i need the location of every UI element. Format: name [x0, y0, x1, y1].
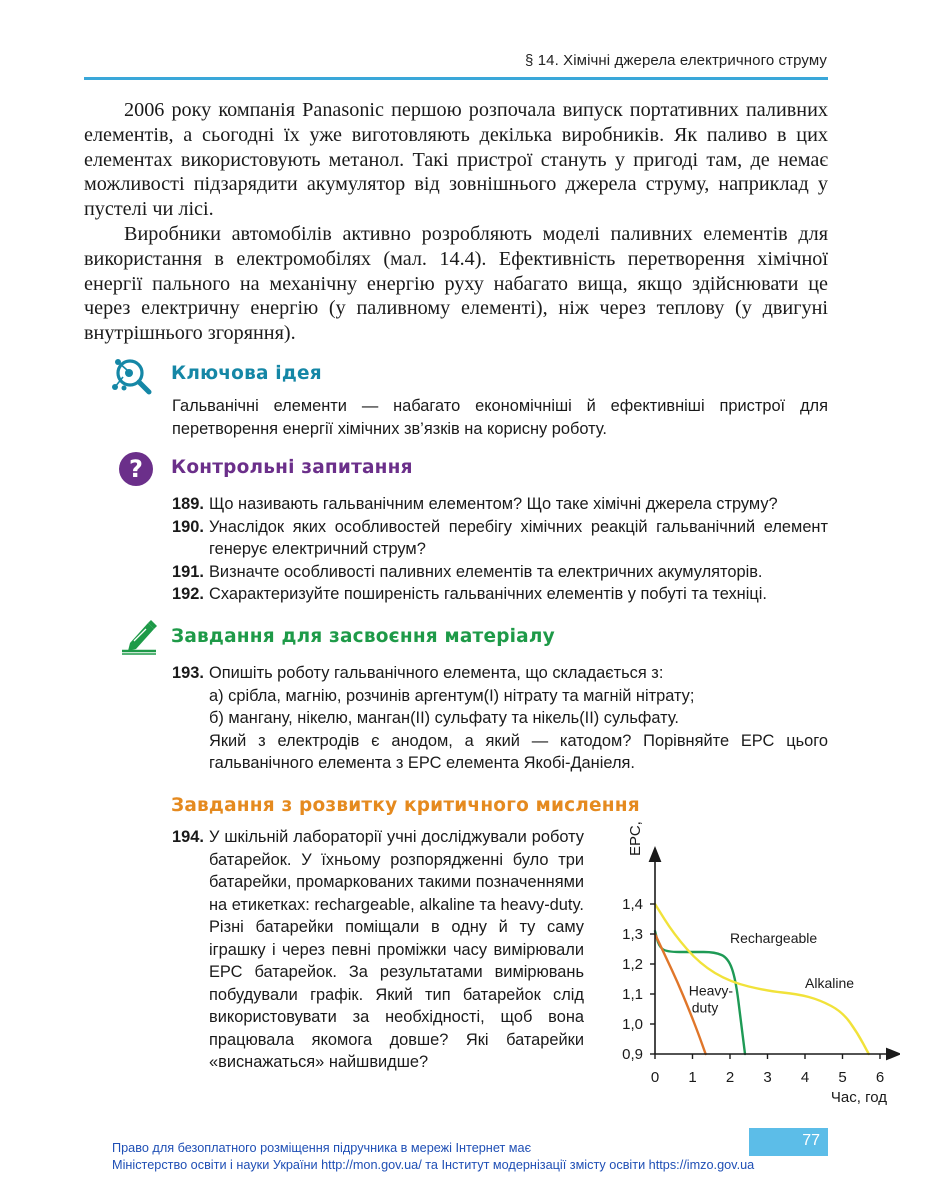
- x-tick-label: 0: [650, 1069, 660, 1086]
- graph-svg: [600, 820, 900, 1120]
- paragraph: 2006 року компанія Panasonic першою розпочала випуск портативних паливних елементів, а сьогодні їх уже виготовляють декілька виробників. Як паливо в цих елементах використовують метанол. Такі пристрої стануть у пригоді там, де немає можливості підзарядити акумулятор від зовнішнього джерела струму, наприклад у пустелі чи лісі.: [84, 99, 828, 221]
- task-option: а) срібла, магнію, розчинів аргентум(І) нітрату та магній нітрату;: [209, 686, 695, 705]
- key-idea-text: Гальванічні елементи — набагато економічніші й ефективніші пристрої для перетворення енергії хімічних зв’язків на корисну роботу.: [172, 397, 828, 438]
- question-text: Унаслідок яких особливостей перебігу хімічних реакцій гальванічний елемент генерує електричний струм?: [209, 517, 828, 558]
- key-idea-icon: [110, 356, 154, 396]
- pencil-icon: [118, 617, 158, 655]
- task-item: [172, 826, 584, 1074]
- question-item: [172, 516, 828, 561]
- question-item: [172, 583, 828, 606]
- task-number: 193.: [172, 664, 204, 682]
- footer-rights-line: Право для безоплатного розміщення підручника в мережі Інтернет має: [112, 1141, 532, 1155]
- task-193: [172, 662, 828, 775]
- control-questions-list: [172, 493, 828, 606]
- page-number-box: [749, 1128, 828, 1156]
- x-tick-label: 4: [800, 1069, 810, 1086]
- x-tick-label: 1: [688, 1069, 697, 1086]
- x-axis-label: Час, год: [830, 1089, 887, 1106]
- y-tick-label: 1,4: [622, 896, 643, 913]
- task-text: У шкільній лабораторії учні досліджували роботу батарейок. У їхньому розпорядженні було три батарейки, промаркованих такими позначеннями на етикетках: rechargeable, alkaline та heavy-duty. Різні батарейки поміщали в одну й ту саму іграшку і через певні проміжки часу вимірювали ЕРС батарейок. За результатами вимірювань побудували графік. Який тип батарейок слід використовувати за необхідності, щоб вона працювала якомога довше? Які батарейки «виснажаться» найшвидше?: [209, 828, 584, 1071]
- critical-thinking-title: Завдання з розвитку критичного мислення: [171, 795, 640, 816]
- y-tick-label: 0,9: [622, 1046, 643, 1063]
- key-idea-title: Ключова ідея: [171, 363, 322, 384]
- series-label: duty: [691, 999, 719, 1016]
- question-number: 192.: [172, 585, 204, 603]
- series-label: Rechargeable: [730, 930, 818, 946]
- y-tick-label: 1,1: [622, 986, 643, 1003]
- tasks-title: Завдання для засвоєння матеріалу: [171, 626, 555, 647]
- task-number: 194.: [172, 828, 204, 846]
- header-divider: [84, 77, 828, 80]
- y-axis-label: ЕРС, В: [627, 820, 644, 856]
- footer-ministry-line: Міністерство освіти і науки України http://mon.gov.ua/ та Інститут модернізації змісту освіти https://imzo.gov.ua: [112, 1158, 755, 1172]
- question-number: 190.: [172, 517, 204, 536]
- battery-emf-graph: [600, 820, 900, 1120]
- x-tick-label: 3: [763, 1069, 772, 1086]
- control-questions-title: Контрольні запитання: [171, 457, 413, 478]
- series-label: Alkaline: [805, 975, 855, 991]
- task-question: Який з електродів є анодом, а який — катодом? Порівняйте ЕРС цього гальванічного елемента з ЕРС елемента Якобі-Даніеля.: [209, 731, 828, 772]
- question-mark-icon: [118, 451, 154, 487]
- y-tick-label: 1,3: [622, 926, 643, 943]
- question-item: [172, 561, 828, 584]
- x-tick-label: 6: [875, 1069, 885, 1086]
- task-intro: Опишіть роботу гальванічного елемента, що складається з:: [209, 664, 664, 682]
- series-label: Heavy-: [688, 982, 734, 999]
- question-number: 189.: [172, 495, 204, 513]
- question-text: Визначте особливості паливних елементів та електричних акумуляторів.: [209, 562, 763, 581]
- x-tick-label: 2: [725, 1069, 735, 1086]
- task-item: [172, 662, 828, 685]
- svg-text:?: ?: [129, 455, 143, 483]
- question-text: Що називають гальванічним елементом? Що таке хімічні джерела струму?: [209, 495, 778, 513]
- paragraph: Виробники автомобілів активно розробляють моделі паливних елементів для використання в електромобілях (мал. 14.4). Ефективність перетворення хімічної енергії пального на механічну енергію руху набагато вища, якщо здійснювати це через електричну енергію (у паливному елементі), ніж через теплову (у двигуні внутрішнього згоряння).: [84, 222, 828, 345]
- task-194: [172, 826, 584, 1074]
- task-option: б) мангану, нікелю, манган(ІІ) сульфату та нікель(ІІ) сульфату.: [209, 709, 679, 727]
- question-text: Схарактеризуйте поширеність гальванічних елементів у побуті та техніці.: [209, 585, 767, 603]
- main-text: [84, 98, 828, 346]
- y-tick-label: 1,2: [622, 956, 643, 973]
- page-header-title: § 14. Хімічні джерела електричного струму: [525, 52, 827, 69]
- question-number: 191.: [172, 562, 204, 581]
- y-tick-label: 1,0: [622, 1016, 643, 1033]
- question-item: [172, 493, 828, 516]
- page-number: 77: [802, 1132, 820, 1149]
- x-tick-label: 5: [838, 1069, 847, 1086]
